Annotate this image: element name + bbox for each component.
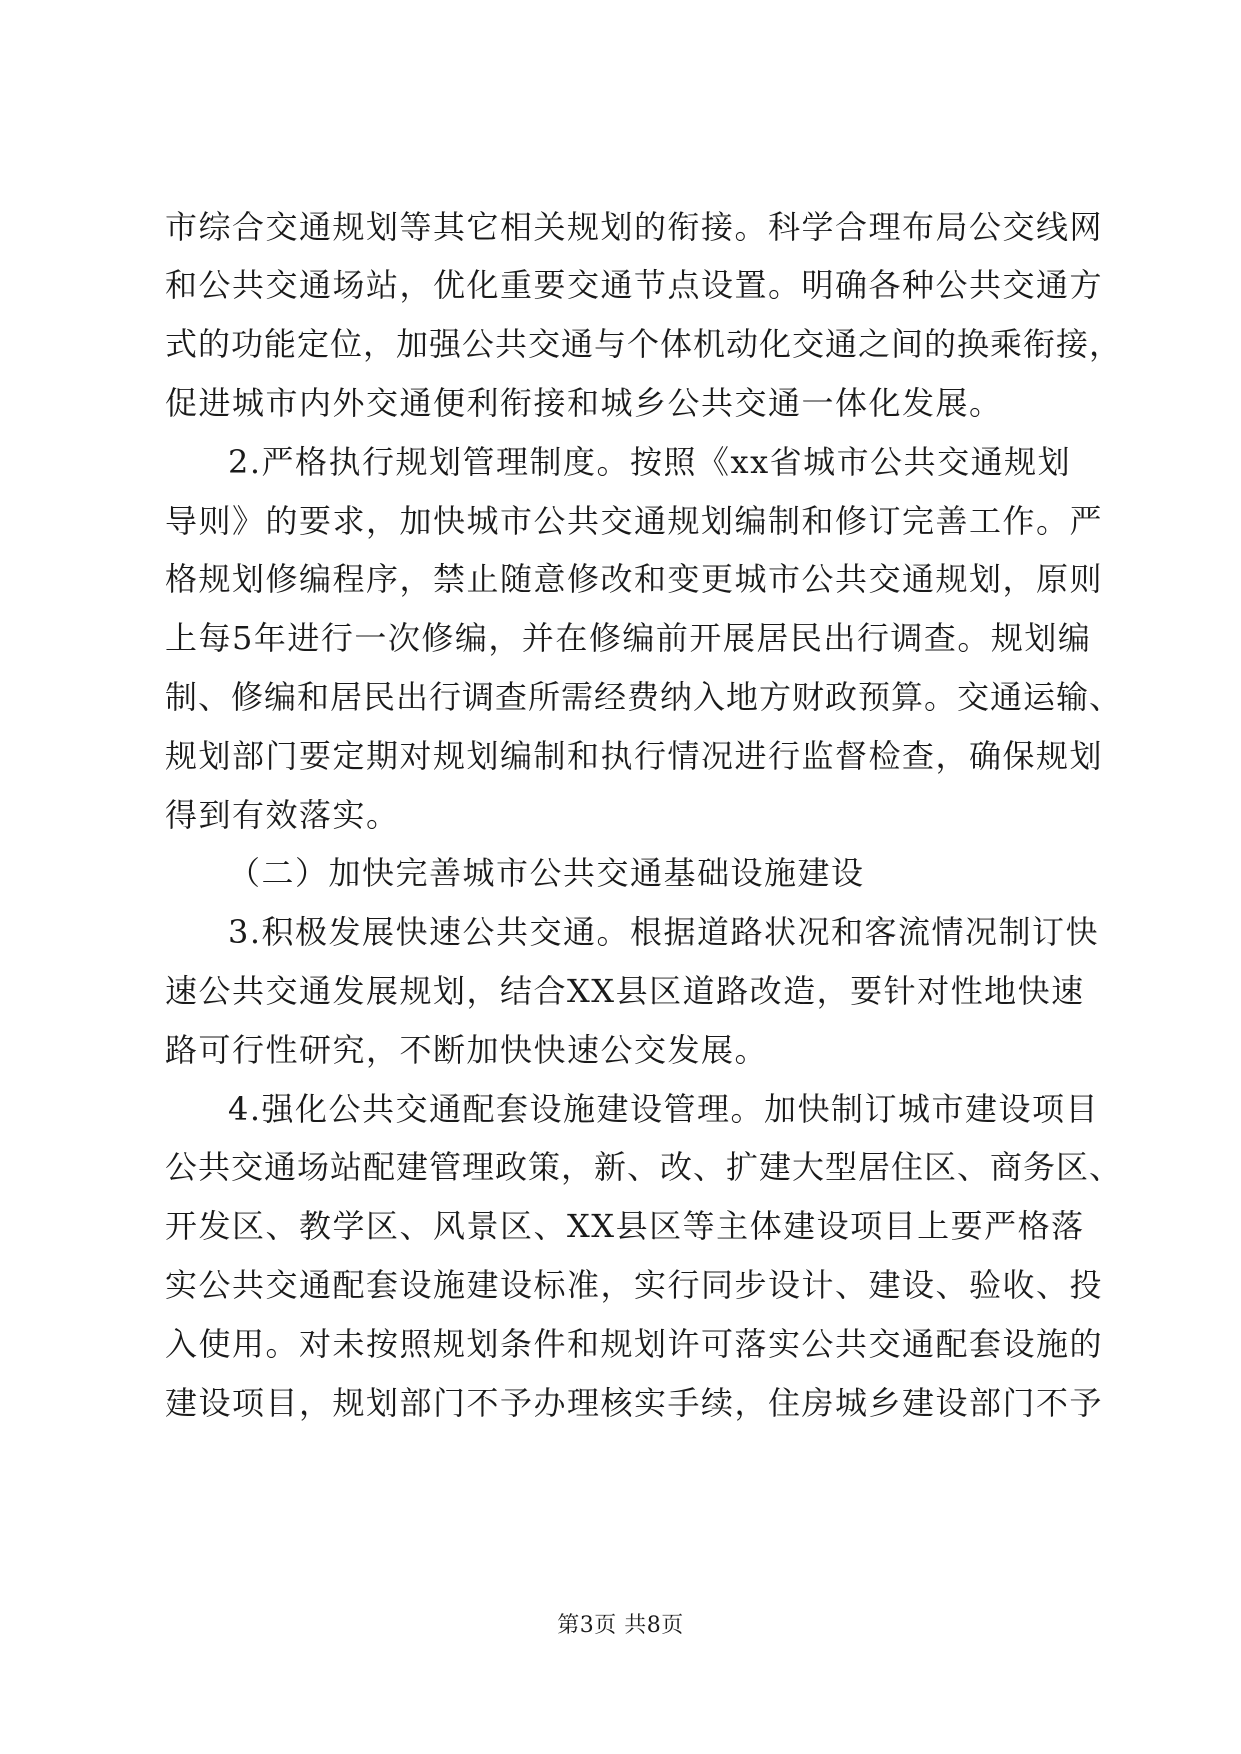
paragraph-line: 得到有效落实。 xyxy=(165,796,400,834)
paragraph-line: 和公共交通场站，优化重要交通节点设置。明确各种公共交通方 xyxy=(165,266,1104,304)
paragraph-line: 制、修编和居民出行调查所需经费纳入地方财政预算。交通运输、 xyxy=(165,678,1123,716)
paragraph-line: 公共交通场站配建管理政策，新、改、扩建大型居住区、商务区、 xyxy=(165,1148,1123,1186)
paragraph-line: 格规划修编程序，禁止随意修改和变更城市公共交通规划，原则 xyxy=(165,560,1104,598)
paragraph-line: 路可行性研究，不断加快快速公交发展。 xyxy=(165,1031,769,1069)
section-heading: （二）加快完善城市公共交通基础设施建设 xyxy=(228,854,865,892)
paragraph-line: 上每5年进行一次修编，并在修编前开展居民出行调查。规划编 xyxy=(165,619,1092,657)
page-number-footer: 第3页 共8页 xyxy=(557,1613,684,1638)
paragraph-line: 式的功能定位，加强公共交通与个体机动化交通之间的换乘衔接， xyxy=(165,325,1123,363)
paragraph-line: 导则》的要求，加快城市公共交通规划编制和修订完善工作。严 xyxy=(165,502,1104,540)
paragraph-line: 建设项目，规划部门不予办理核实手续，住房城乡建设部门不予 xyxy=(165,1384,1104,1422)
paragraph-line: 实公共交通配套设施建设标准，实行同步设计、建设、验收、投 xyxy=(165,1266,1104,1304)
paragraph-line: 市综合交通规划等其它相关规划的衔接。科学合理布局公交线网 xyxy=(165,208,1104,246)
paragraph-line: 开发区、教学区、风景区、XX县区等主体建设项目上要严格落 xyxy=(165,1207,1085,1245)
paragraph-line: 促进城市内外交通便利衔接和城乡公共交通一体化发展。 xyxy=(165,384,1003,422)
paragraph-line: 规划部门要定期对规划编制和执行情况进行监督检查，确保规划 xyxy=(165,737,1104,775)
paragraph-line: 2.严格执行规划管理制度。按照《xx省城市公共交通规划 xyxy=(228,443,1072,481)
paragraph-line: 入使用。对未按照规划条件和规划许可落实公共交通配套设施的 xyxy=(165,1325,1104,1363)
paragraph-line: 速公共交通发展规划，结合XX县区道路改造，要针对性地快速 xyxy=(165,972,1085,1010)
paragraph-line: 3.积极发展快速公共交通。根据道路状况和客流情况制订快 xyxy=(228,913,1100,951)
paragraph-line: 4.强化公共交通配套设施建设管理。加快制订城市建设项目 xyxy=(228,1090,1100,1128)
